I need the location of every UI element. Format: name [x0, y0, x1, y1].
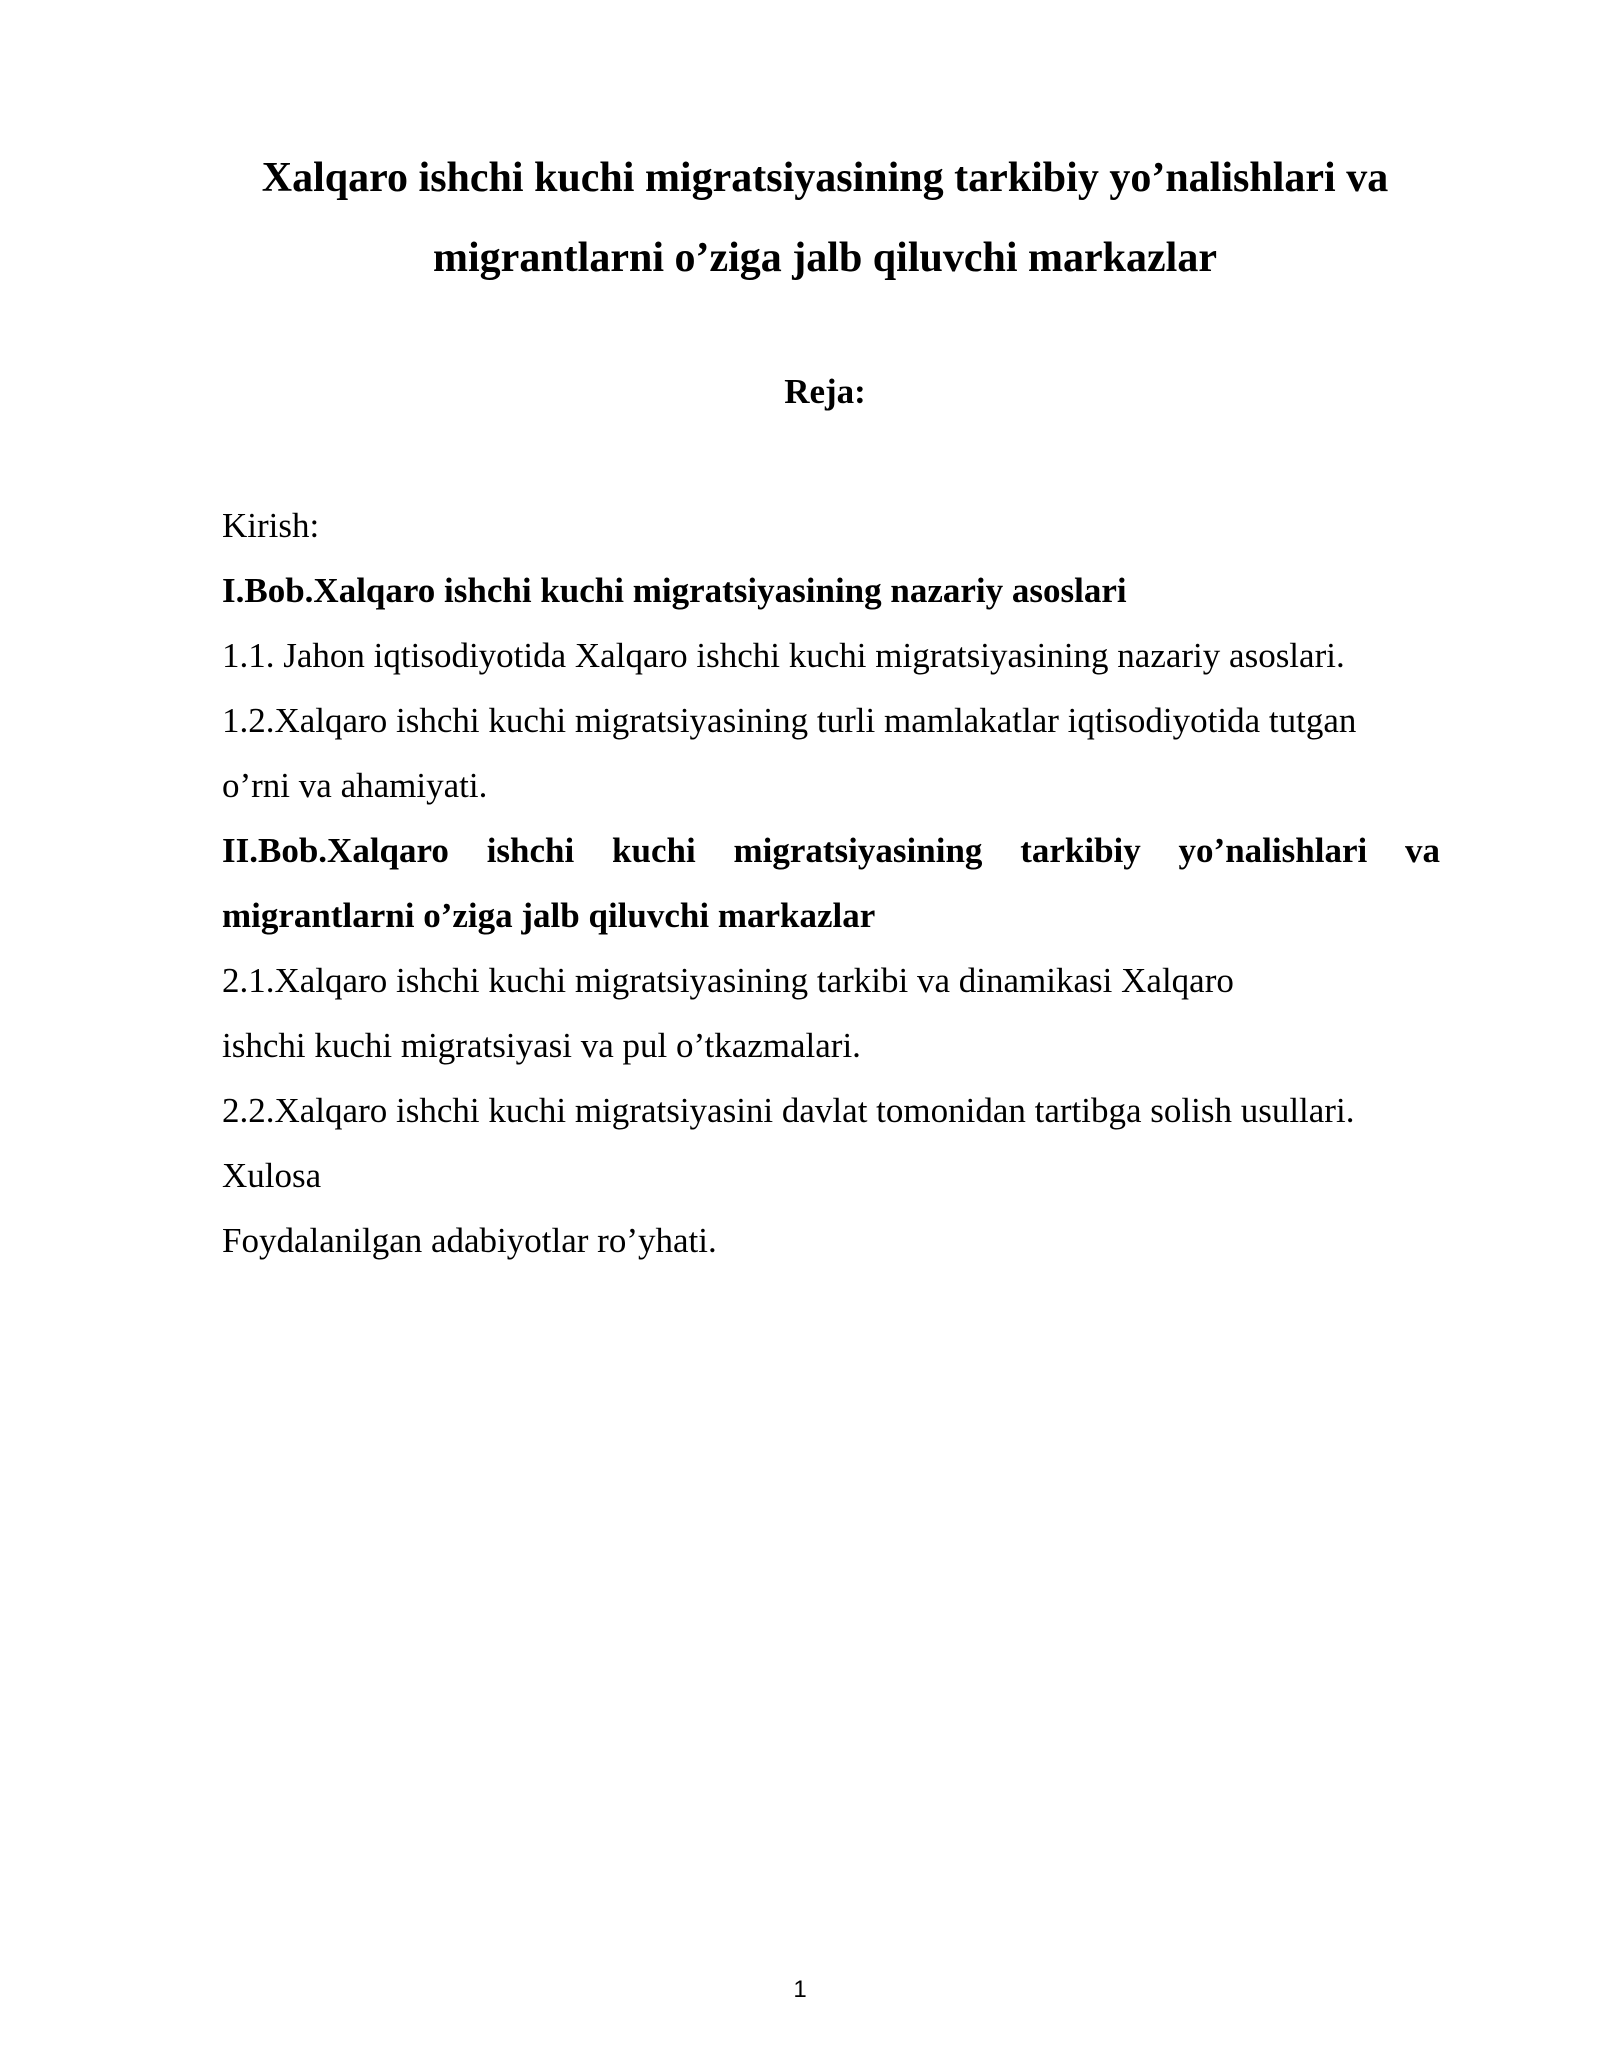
toc-item-2-1-line-1: 2.1.Xalqaro ishchi kuchi migratsiyasining tarkibi va dinamikasi Xalqaro — [222, 961, 1234, 1000]
document-title — [210, 138, 1440, 298]
toc-conclusion: Xulosa — [222, 1156, 322, 1195]
toc-bibliography: Foydalanilgan adabiyotlar ro’yhati. — [222, 1221, 717, 1260]
toc-chapter-2-title-line-1: II.Bob.Xalqaro ishchi kuchi migratsiyasining tarkibiy yo’nalishlari va — [222, 831, 1440, 870]
page-number: 1 — [793, 1976, 807, 2003]
toc-item-2-1-line-2: ishchi kuchi migratsiyasi va pul o’tkazmalari. — [222, 1026, 861, 1065]
toc-intro: Kirish: — [222, 506, 320, 545]
toc-item-1-1: 1.1. Jahon iqtisodiyotida Xalqaro ishchi kuchi migratsiyasining nazariy asoslari. — [222, 636, 1345, 675]
toc-item-2-2: 2.2.Xalqaro ishchi kuchi migratsiyasini davlat tomonidan tartibga solish usullari. — [222, 1091, 1355, 1130]
toc-item-1-2-line-2: o’rni va ahamiyati. — [222, 766, 488, 805]
toc-chapter-1-title: I.Bob.Xalqaro ishchi kuchi migratsiyasining nazariy asoslari — [222, 571, 1127, 610]
table-of-contents — [222, 493, 1440, 1273]
document-title-line-1: Xalqaro ishchi kuchi migratsiyasining tarkibiy yo’nalishlari va — [261, 155, 1389, 201]
plan-heading: Reja: — [784, 372, 866, 411]
toc-chapter-2-title-line-2: migrantlarni o’ziga jalb qiluvchi markazlar — [222, 896, 876, 935]
toc-item-1-2-line-1: 1.2.Xalqaro ishchi kuchi migratsiyasining turli mamlakatlar iqtisodiyotida tutgan — [222, 701, 1357, 740]
document-title-line-2: migrantlarni o’ziga jalb qiluvchi markazlar — [433, 235, 1217, 281]
